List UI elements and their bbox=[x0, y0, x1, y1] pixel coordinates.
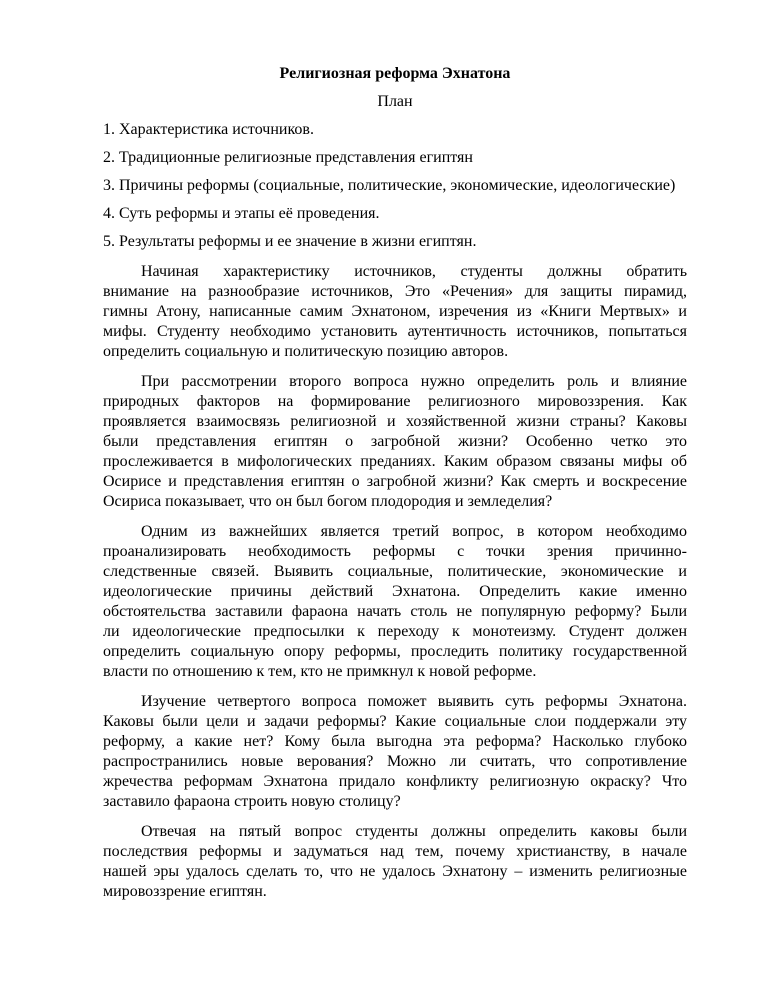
text-line: При рассмотрении второго вопроса нужно определить роль и влияние bbox=[141, 373, 687, 390]
text-line: обстоятельства заставили фараона начать столь не популярную реформу? Были bbox=[103, 603, 687, 620]
body-paragraph bbox=[103, 262, 687, 362]
text-line: были представления египтян о загробной жизни? Особенно четко это bbox=[103, 433, 687, 450]
plan-item: 1. Характеристика источников. bbox=[103, 121, 314, 138]
plan-item: 3. Причины реформы (социальные, политические, экономические, идеологические) bbox=[103, 177, 676, 194]
text-line: мифы. Студенту необходимо установить аутентичность источников, попытаться bbox=[103, 323, 687, 340]
document-title: Религиозная реформа Эхнатона bbox=[279, 65, 511, 82]
text-line: прослеживается в мифологических преданиях. Каким образом связаны мифы об bbox=[103, 453, 687, 470]
text-line: последствия реформы и задуматься над тем, почему христианству, в начале bbox=[103, 843, 687, 860]
text-line: мировоззрение египтян. bbox=[103, 883, 267, 900]
text-line: распространились новые верования? Можно ли считать, что сопротивление bbox=[103, 753, 687, 770]
body-paragraph bbox=[103, 522, 687, 682]
plan-item: 5. Результаты реформы и ее значение в жизни египтян. bbox=[103, 233, 477, 250]
text-line: жречества реформам Эхнатона придало конфликту религиозную окраску? Что bbox=[103, 773, 687, 790]
text-line: заставило фараона строить новую столицу? bbox=[103, 793, 401, 810]
text-line: Начиная характеристику источников, студенты должны обратить bbox=[141, 263, 687, 280]
text-line: реформу, а какие нет? Кому была выгодна эта реформа? Насколько глубоко bbox=[103, 733, 687, 750]
text-line: гимны Атону, написанные самим Эхнатоном, изречения из «Книги Мертвых» и bbox=[103, 303, 687, 320]
text-line: проявляется взаимосвязь религиозной и хозяйственной жизни страны? Каковы bbox=[103, 413, 687, 430]
text-line: Осирисе и представления египтян о загробной жизни? Как смерть и воскресение bbox=[103, 473, 687, 490]
text-line: Изучение четвертого вопроса поможет выявить суть реформы Эхнатона. bbox=[141, 693, 687, 710]
text-line: идеологические причины действий Эхнатона. Определить какие именно bbox=[103, 583, 687, 600]
text-line: внимание на разнообразие источников, Это «Речения» для защиты пирамид, bbox=[103, 283, 687, 300]
text-line: Одним из важнейших является третий вопрос, в котором необходимо bbox=[141, 523, 687, 540]
text-line: природных факторов на формирование религиозного мировоззрения. Как bbox=[103, 393, 687, 410]
text-line: Каковы были цели и задачи реформы? Какие социальные слои поддержали эту bbox=[103, 713, 687, 730]
body-paragraph bbox=[103, 822, 687, 902]
body-paragraph bbox=[103, 372, 687, 512]
text-line: следственные связей. Выявить социальные, политические, экономические и bbox=[103, 563, 687, 580]
plan-heading: План bbox=[377, 93, 413, 110]
document-body bbox=[103, 262, 687, 902]
text-line: ли идеологические предпосылки к переходу к монотеизму. Студент должен bbox=[103, 623, 687, 640]
plan-list bbox=[103, 120, 687, 252]
text-line: Осириса показывает, что он был богом плодородия и земледелия? bbox=[103, 493, 553, 510]
plan-item: 4. Суть реформы и этапы её проведения. bbox=[103, 205, 380, 222]
body-paragraph bbox=[103, 692, 687, 812]
text-line: определить социальную и политическую позицию авторов. bbox=[103, 343, 509, 360]
text-line: определить социальную опору реформы, проследить политику государственной bbox=[103, 643, 687, 660]
document-text-block bbox=[103, 64, 687, 902]
text-line: проанализировать необходимость реформы с точки зрения причинно- bbox=[103, 543, 687, 560]
text-line: нашей эры удалось сделать то, что не удалось Эхнатону – изменить религиозные bbox=[103, 863, 687, 880]
text-line: Отвечая на пятый вопрос студенты должны определить каковы были bbox=[141, 823, 687, 840]
text-line: власти по отношению к тем, кто не примкнул к новой реформе. bbox=[103, 663, 537, 680]
plan-item: 2. Традиционные религиозные представления египтян bbox=[103, 149, 473, 166]
